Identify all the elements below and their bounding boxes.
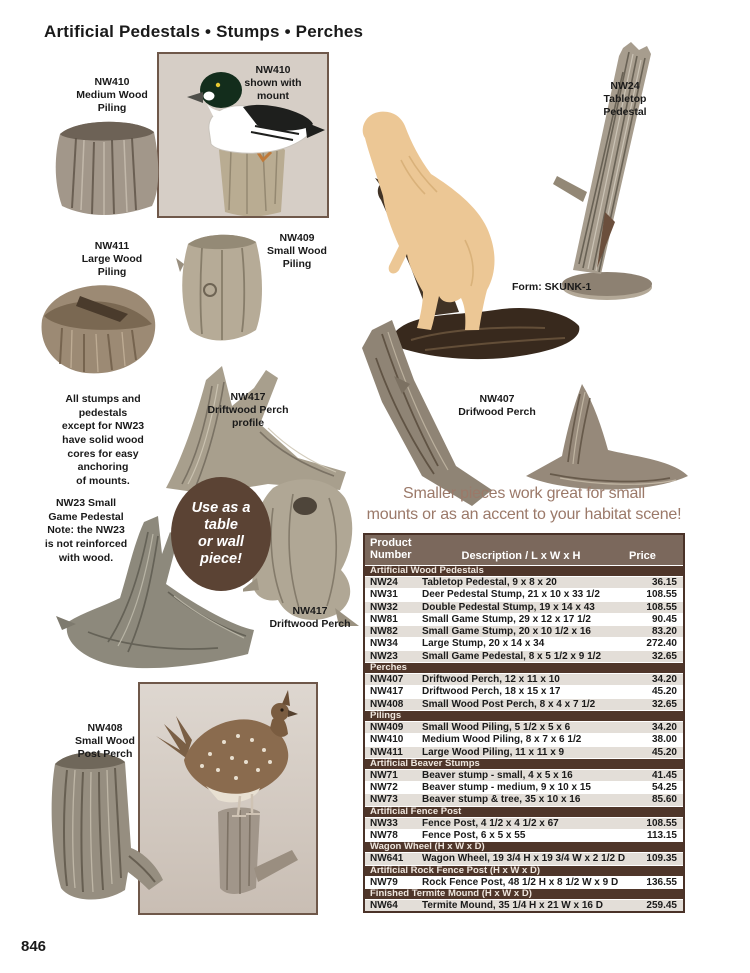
table-section-header: Wagon Wheel (H x W x D) xyxy=(365,841,683,852)
table-row xyxy=(365,733,683,745)
product-price: 32.65 xyxy=(651,650,677,662)
skunk-form-label: Form: SKUNK-1 xyxy=(512,281,592,293)
grouse-mount-photo-box xyxy=(138,682,318,915)
product-number: NW78 xyxy=(370,830,398,842)
product-number: NW408 xyxy=(370,698,404,710)
product-description: Tabletop Pedestal, 9 x 8 x 20 xyxy=(422,577,557,588)
product-price: 136.55 xyxy=(646,876,677,888)
table-section-header: Pilings xyxy=(365,710,683,721)
product-price: 113.15 xyxy=(646,830,677,842)
product-number: NW79 xyxy=(370,876,398,888)
product-description: Termite Mound, 35 1/4 H x 21 W x 16 D xyxy=(422,899,603,911)
table-section-header: Artificial Rock Fence Post (H x W x D) xyxy=(365,865,683,876)
table-row xyxy=(365,852,683,864)
product-number: NW409 xyxy=(370,721,404,733)
product-price: 34.20 xyxy=(651,674,677,686)
table-row xyxy=(365,899,683,911)
product-price: 45.20 xyxy=(651,746,677,758)
product-description: Driftwood Perch, 12 x 11 x 10 xyxy=(422,674,560,686)
product-number: NW82 xyxy=(370,626,398,638)
table-row xyxy=(365,793,683,805)
nw408-perch-photo xyxy=(25,738,165,916)
product-price: 108.55 xyxy=(646,817,677,829)
product-description: Rock Fence Post, 48 1/2 H x 8 1/2 W x 9 D xyxy=(422,876,619,888)
nw24-pedestal-label: NW24 Tabletop Pedestal xyxy=(603,80,647,119)
product-description: Small Wood Post Perch, 8 x 4 x 7 1/2 xyxy=(422,698,596,710)
table-row xyxy=(365,876,683,888)
grouse-on-post-photo xyxy=(140,684,316,913)
product-description: Driftwood Perch, 18 x 15 x 17 xyxy=(422,686,561,698)
product-number: NW411 xyxy=(370,746,403,758)
product-number: NW33 xyxy=(370,817,398,829)
product-description: Large Stump, 20 x 14 x 34 xyxy=(422,638,545,650)
table-row xyxy=(365,625,683,637)
nw410-mount-label: NW410 shown with mount xyxy=(244,64,302,103)
use-as-table-bubble xyxy=(171,477,271,591)
table-section-header: Perches xyxy=(365,662,683,673)
nw410-piling-photo xyxy=(48,112,166,217)
product-description: Fence Post, 4 1/2 x 4 1/2 x 67 xyxy=(422,817,559,829)
table-row xyxy=(365,637,683,649)
product-price: 108.55 xyxy=(646,589,677,601)
product-price: 36.15 xyxy=(651,577,677,588)
product-description: Double Pedestal Stump, 19 x 14 x 43 xyxy=(422,601,595,613)
price-table-header xyxy=(365,535,683,565)
nw417-profile-label: NW417 Driftwood Perch profile xyxy=(207,391,289,430)
nw411-piling-label: NW411 Large Wood Piling xyxy=(81,240,143,279)
price-table xyxy=(363,533,685,913)
product-number: NW407 xyxy=(370,674,404,686)
product-number: NW31 xyxy=(370,589,398,601)
product-description: Small Game Pedestal, 8 x 5 1/2 x 9 1/2 xyxy=(422,650,601,662)
nw407-perch-label: NW407 Drifwood Perch xyxy=(458,393,536,419)
nw23-note: NW23 Small Game Pedestal Note: the NW23 is not reinforced with wood. xyxy=(44,497,128,564)
product-price: 38.00 xyxy=(651,734,677,746)
product-description: Small Game Stump, 20 x 10 1/2 x 16 xyxy=(422,626,591,638)
solid-cores-note: All stumps and pedestals except for NW23 have solid wood cores for easy anchoring of mounts. xyxy=(61,393,145,487)
product-number: NW641 xyxy=(370,853,404,865)
nw408-perch-label: NW408 Small Wood Post Perch xyxy=(75,722,135,761)
table-row xyxy=(365,698,683,710)
page-number: 846 xyxy=(21,938,47,955)
header-description: Description / L x W x H xyxy=(461,550,581,562)
product-description: Fence Post, 6 x 5 x 55 xyxy=(422,830,526,842)
table-row xyxy=(365,781,683,793)
header-price: Price xyxy=(629,550,656,562)
product-price: 45.20 xyxy=(651,686,677,698)
product-description: Small Game Stump, 29 x 12 x 17 1/2 xyxy=(422,613,591,625)
table-row xyxy=(365,650,683,662)
table-section-header: Artificial Wood Pedestals xyxy=(365,565,683,576)
product-number: NW73 xyxy=(370,794,398,806)
table-row xyxy=(365,685,683,697)
product-description: Small Wood Piling, 5 1/2 x 5 x 6 xyxy=(422,721,571,733)
table-row xyxy=(365,588,683,600)
product-price: 272.40 xyxy=(646,638,677,650)
header-product-number: Product Number xyxy=(370,536,412,562)
product-price: 32.65 xyxy=(651,698,677,710)
product-price: 85.60 xyxy=(651,794,677,806)
nw417-perch-label: NW417 Driftwood Perch xyxy=(269,605,351,631)
table-row xyxy=(365,746,683,758)
product-number: NW32 xyxy=(370,601,398,613)
table-row xyxy=(365,673,683,685)
nw411-piling-photo xyxy=(32,276,164,378)
product-number: NW23 xyxy=(370,650,398,662)
product-description: Beaver stump & tree, 35 x 10 x 16 xyxy=(422,794,581,806)
table-row xyxy=(365,829,683,841)
product-price: 83.20 xyxy=(651,626,677,638)
product-description: Wagon Wheel, 19 3/4 H x 19 3/4 W x 2 1/2 D xyxy=(422,853,626,865)
table-row xyxy=(365,817,683,829)
table-row xyxy=(365,601,683,613)
product-number: NW417 xyxy=(370,686,404,698)
table-row xyxy=(365,613,683,625)
product-number: NW64 xyxy=(370,899,398,911)
product-price: 109.35 xyxy=(646,853,677,865)
product-price: 54.25 xyxy=(651,782,677,794)
product-price: 34.20 xyxy=(651,721,677,733)
product-number: NW410 xyxy=(370,734,404,746)
nw410-mount-photo-box xyxy=(157,52,329,218)
price-table-body xyxy=(365,565,683,911)
tagline: Smaller pieces work great for small mounts or as an accent to your habitat scene! xyxy=(366,485,682,523)
product-number: NW81 xyxy=(370,613,398,625)
nw410-piling-label: NW410 Medium Wood Piling xyxy=(76,76,148,115)
table-row xyxy=(365,721,683,733)
table-section-header: Finished Termite Mound (H x W x D) xyxy=(365,888,683,899)
product-description: Beaver stump - small, 4 x 5 x 16 xyxy=(422,769,573,781)
product-price: 108.55 xyxy=(646,601,677,613)
bubble-text: Use as a table or wall piece! xyxy=(191,499,251,568)
table-section-header: Artificial Fence Post xyxy=(365,806,683,817)
product-description: Deer Pedestal Stump, 21 x 10 x 33 1/2 xyxy=(422,589,600,601)
product-price: 259.45 xyxy=(646,899,677,911)
table-section-header: Artificial Beaver Stumps xyxy=(365,758,683,769)
page-title: Artificial Pedestals • Stumps • Perches xyxy=(44,22,364,41)
product-price: 41.45 xyxy=(651,769,677,781)
table-row xyxy=(365,576,683,588)
nw409-piling-label: NW409 Small Wood Piling xyxy=(267,232,327,271)
product-description: Large Wood Piling, 11 x 11 x 9 xyxy=(422,746,565,758)
product-price: 90.45 xyxy=(651,613,677,625)
table-row xyxy=(365,769,683,781)
product-number: NW34 xyxy=(370,638,398,650)
product-description: Medium Wood Piling, 8 x 7 x 6 1/2 xyxy=(422,734,582,746)
product-description: Beaver stump - medium, 9 x 10 x 15 xyxy=(422,782,591,794)
product-number: NW72 xyxy=(370,782,398,794)
product-number: NW71 xyxy=(370,769,398,781)
product-number: NW24 xyxy=(370,577,398,588)
